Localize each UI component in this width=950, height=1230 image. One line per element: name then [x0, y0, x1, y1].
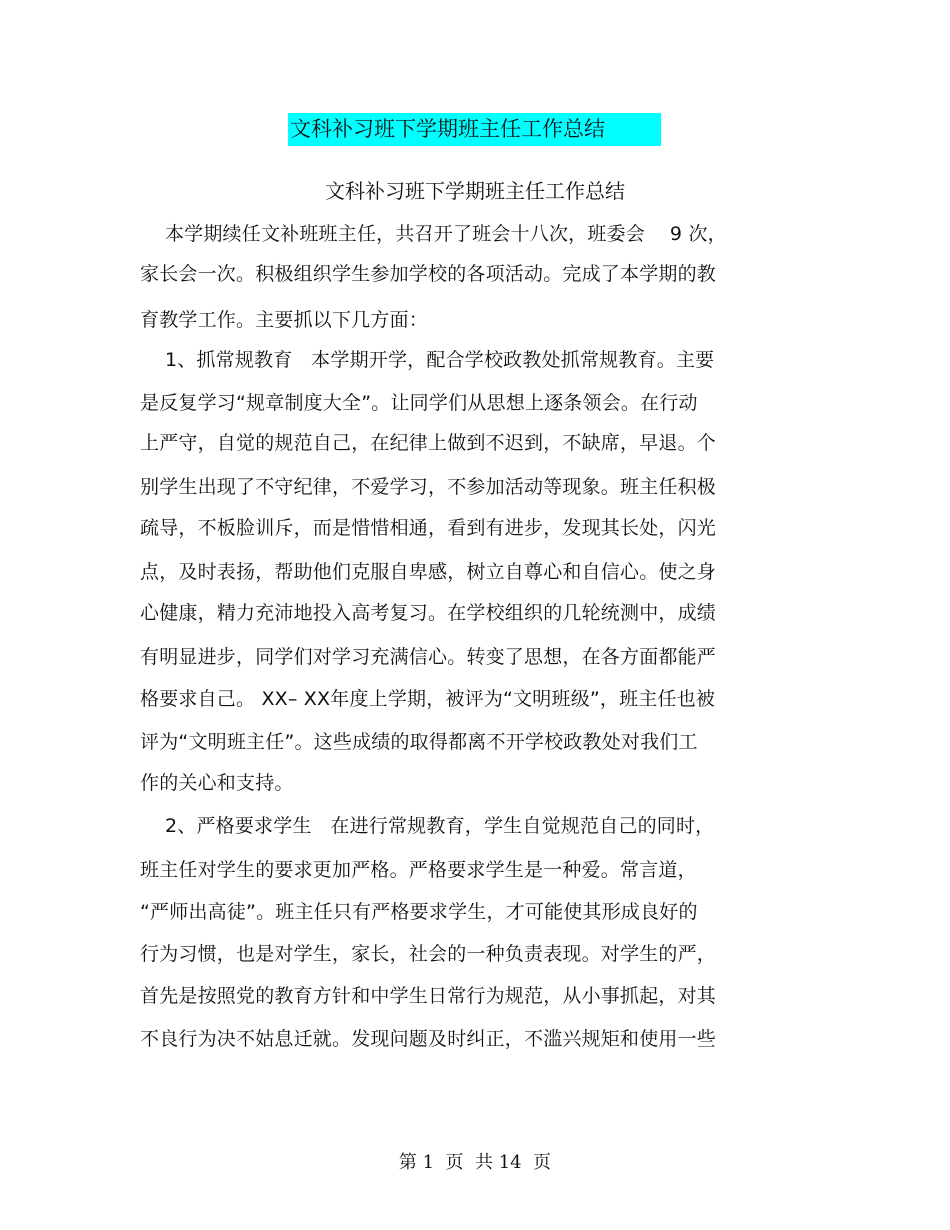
- paragraph-line: 点，及时表扬，帮助他们克服自卑感，树立自尊心和自信心。使之身: [140, 561, 717, 583]
- paragraph-line: 育教学工作。主要抓以下几方面：: [140, 309, 429, 331]
- paragraph-line: 评为“文明班主任”。这些成绩的取得都离不开学校政教处对我们工: [140, 731, 698, 753]
- paragraph-line: 首先是按照党的教育方针和中学生日常行为规范，从小事抓起，对其: [140, 985, 717, 1007]
- paragraph-line: “严师出高徒”。班主任只有严格要求学生，才可能使其形成良好的: [140, 901, 698, 923]
- paragraph-line: 1、抓常规教育 本学期开学，配合学校政教处抓常规教育。主要: [140, 349, 715, 371]
- paragraph-line: 本学期续任文补班班主任，共召开了班会十八次，班委会 9 次，: [140, 223, 727, 245]
- highlighted-title: 文科补习班下学期班主任工作总结: [288, 113, 661, 146]
- paragraph-line: 有明显进步，同学们对学习充满信心。转变了思想，在各方面都能严: [140, 646, 717, 668]
- paragraph-line: 2、严格要求学生 在进行常规教育，学生自觉规范自己的同时，: [140, 815, 715, 837]
- page-number-footer: 第 1 页 共 14 页: [398, 1152, 552, 1173]
- paragraph-line: 心健康，精力充沛地投入高考复习。在学校组织的几轮统测中，成绩: [140, 602, 717, 624]
- paragraph-line: 作的关心和支持。: [140, 772, 294, 794]
- paragraph-line: 疏导，不板脸训斥，而是惜惜相通，看到有进步，发现其长处，闪光: [140, 517, 717, 539]
- paragraph-line: 不良行为决不姑息迁就。发现问题及时纠正，不滥兴规矩和使用一些: [140, 1028, 717, 1050]
- document-title: 文科补习班下学期班主任工作总结: [325, 179, 625, 203]
- paragraph-line: 别学生出现了不守纪律，不爱学习，不参加活动等现象。班主任积极: [140, 476, 717, 498]
- paragraph-line: 行为习惯，也是对学生，家长，社会的一种负责表现。对学生的严，: [140, 943, 717, 965]
- paragraph-line: 格要求自己。 XX– XX年度上学期，被评为“文明班级”，班主任也被: [140, 688, 716, 710]
- paragraph-line: 家长会一次。积极组织学生参加学校的各项活动。完成了本学期的教: [140, 263, 717, 285]
- paragraph-line: 上严守，自觉的规范自己，在纪律上做到不迟到，不缺席，早退。个: [140, 432, 717, 454]
- paragraph-line: 是反复学习“规章制度大全”。让同学们从思想上逐条领会。在行动: [140, 392, 698, 414]
- paragraph-line: 班主任对学生的要求更加严格。严格要求学生是一种爱。常言道，: [140, 859, 697, 881]
